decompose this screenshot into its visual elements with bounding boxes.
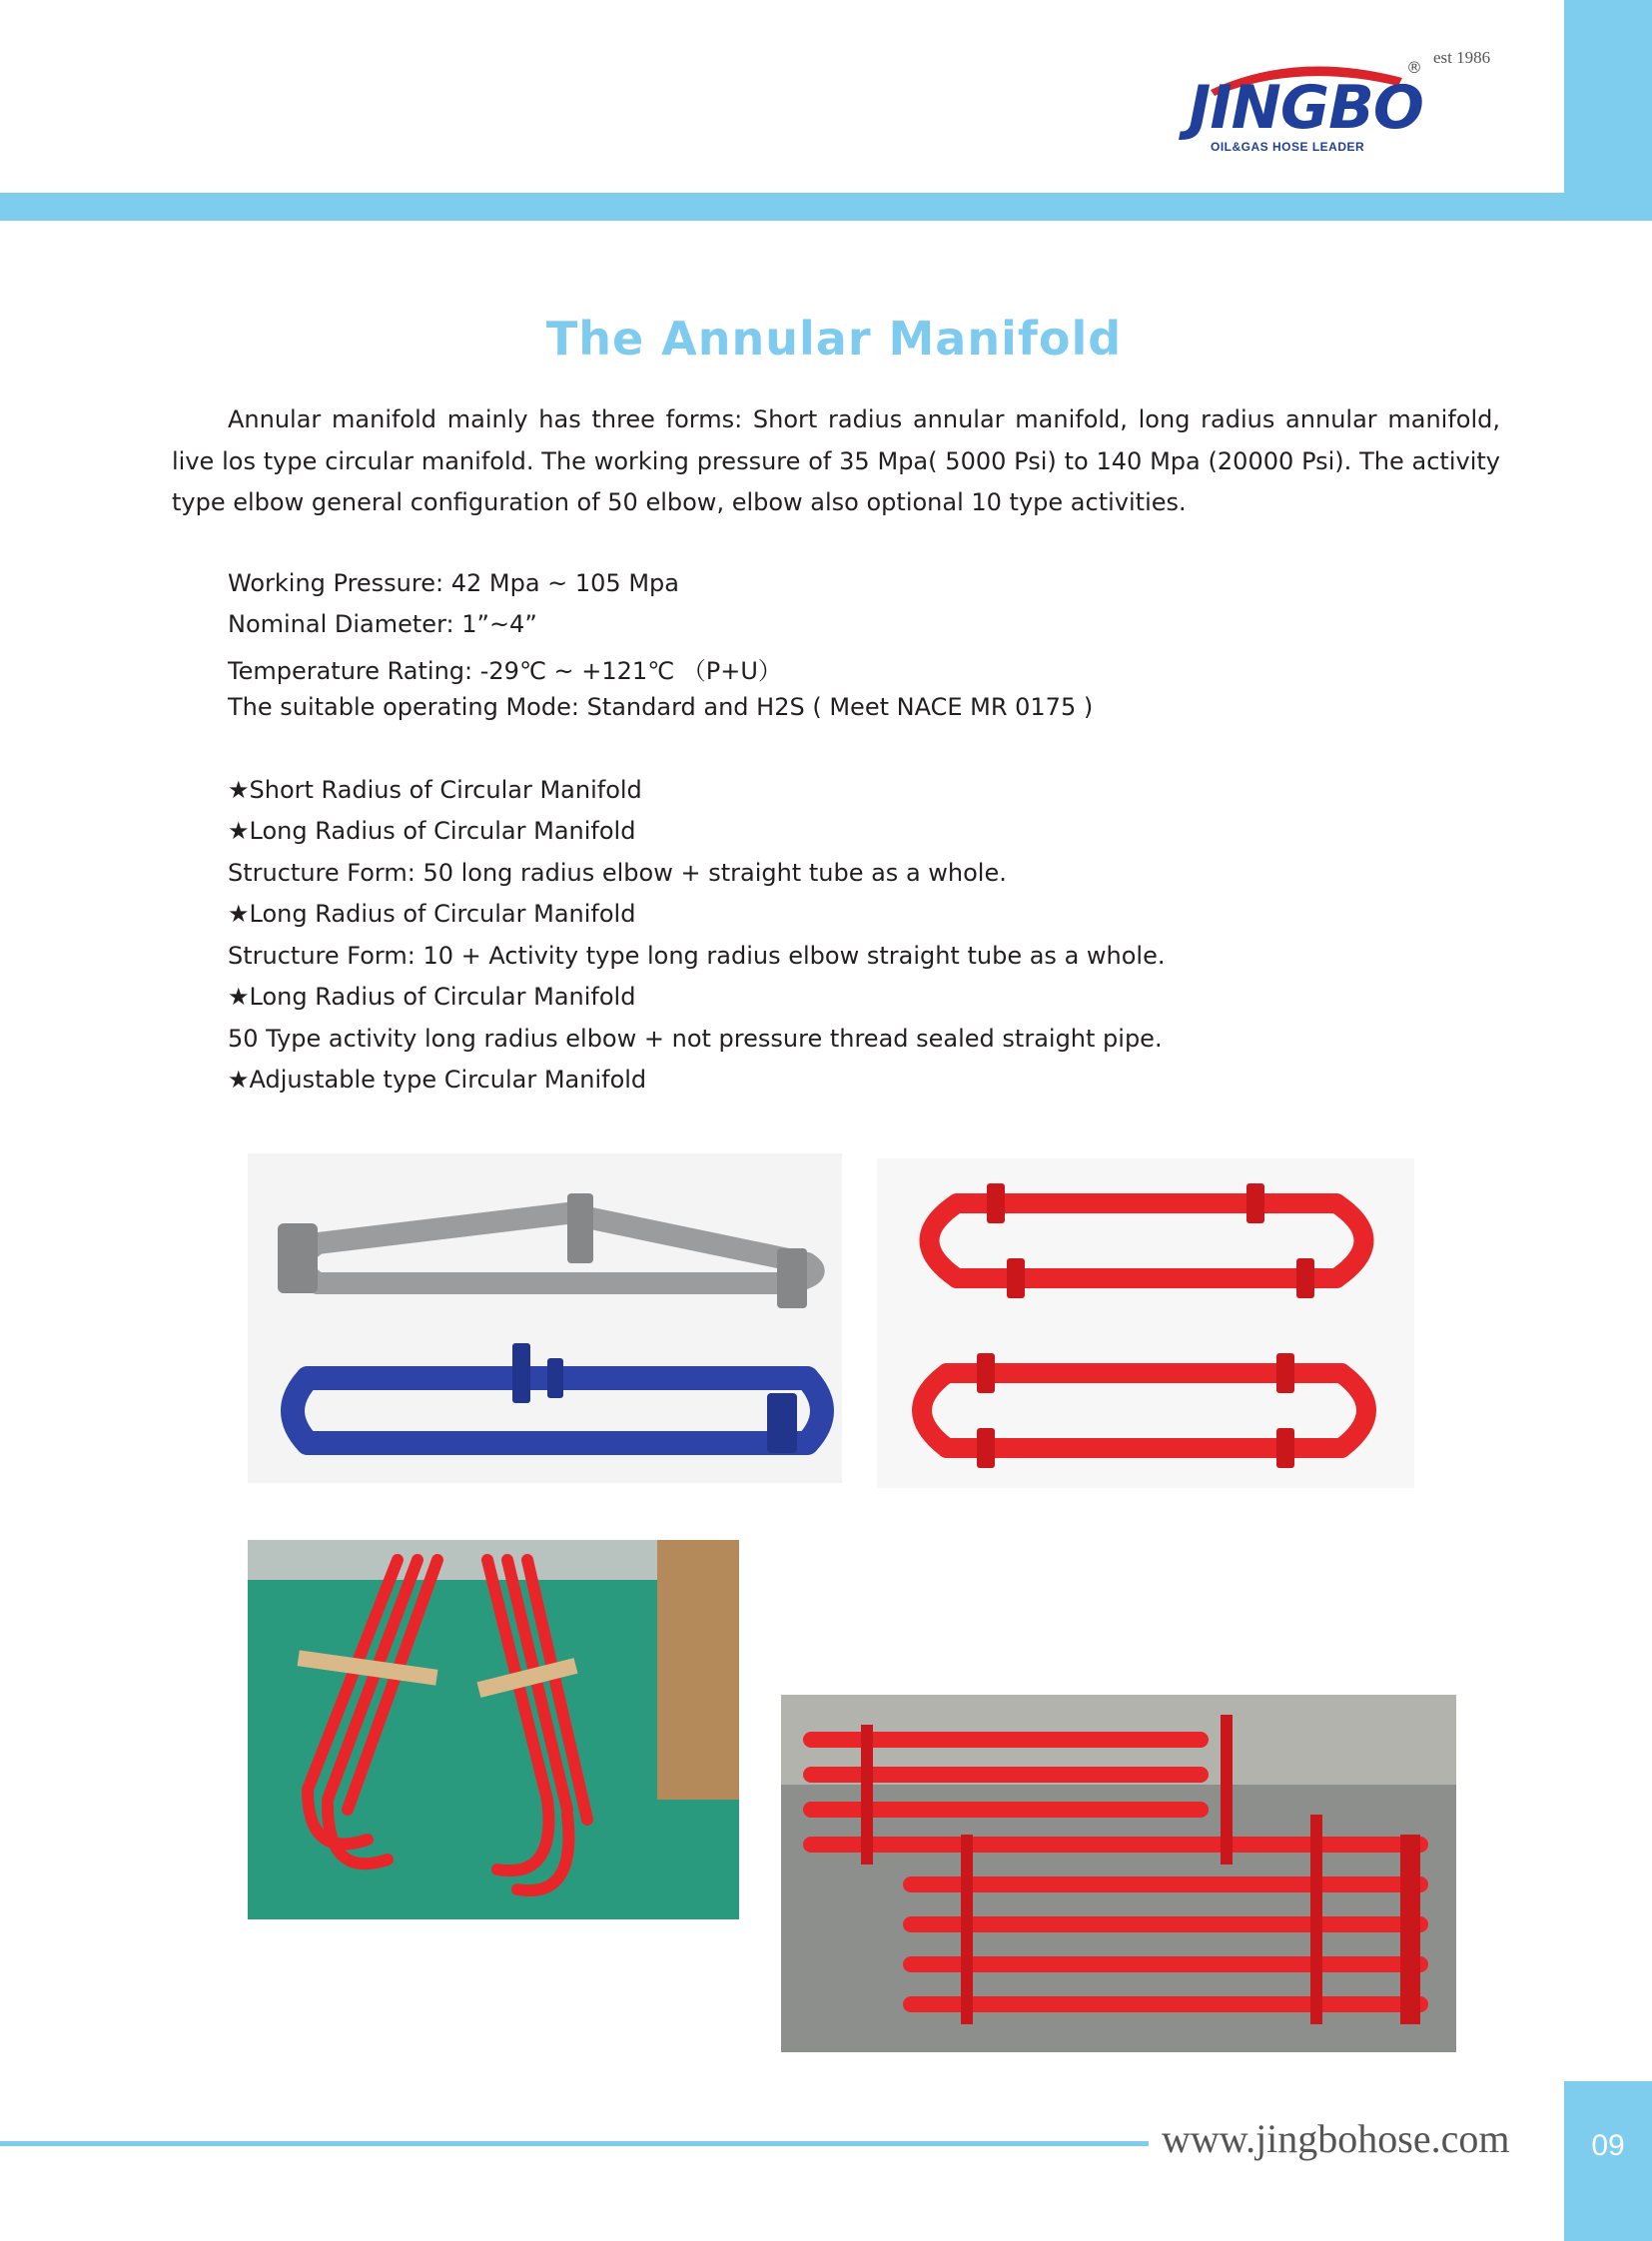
footer-line <box>0 2141 1149 2146</box>
grey-manifold <box>303 1213 814 1283</box>
spec-nominal-diameter: Nominal Diameter: 1”~4” <box>228 610 537 638</box>
registered-mark: ® <box>1406 58 1422 77</box>
page-number: 09 <box>1591 2129 1625 2162</box>
page-title: The Annular Manifold <box>545 312 1123 366</box>
feature-item: 50 Type activity long radius elbow + not pressure thread sealed straight pipe. <box>228 1025 1163 1053</box>
photo-warehouse-bundles <box>248 1540 739 1919</box>
spec-working-pressure: Working Pressure: 42 Mpa ~ 105 Mpa <box>228 569 679 597</box>
spec-operating-mode: The suitable operating Mode: Standard and H2S ( Meet NACE MR 0175 ) <box>228 693 1094 721</box>
header-bar <box>0 193 1652 221</box>
logo-tagline: OIL&GAS HOSE LEADER <box>1211 140 1365 154</box>
header-corner-stripe <box>1564 0 1652 193</box>
feature-item: ★Long Radius of Circular Manifold <box>228 983 636 1011</box>
footer-url[interactable]: www.jingbohose.com <box>1162 2116 1510 2161</box>
photo-stacked-manifolds <box>781 1695 1456 2052</box>
photo-grey-blue-manifolds <box>248 1153 842 1483</box>
jingbo-logo <box>1189 48 1518 168</box>
feature-item: Structure Form: 50 long radius elbow + straight tube as a whole. <box>228 859 1007 887</box>
logo-wordmark: JINGBO <box>1189 73 1423 143</box>
feature-item: ★Long Radius of Circular Manifold <box>228 817 636 845</box>
feature-item: Structure Form: 10 + Activity type long radius elbow straight tube as a whole. <box>228 942 1166 970</box>
intro-paragraph: Annular manifold mainly has three forms: Short radius annular manifold, long radius annular manifold, live los type circular manifold. The working pressure of 35 Mpa( 5000 Psi) to 140 Mpa (20000 Psi). The activity type elbow general configuration of 50 elbow, elbow also optional 10 type activities. <box>172 405 1500 516</box>
feature-item: ★Adjustable type Circular Manifold <box>228 1066 647 1094</box>
logo-est: est 1986 <box>1433 48 1491 67</box>
photo-red-manifolds <box>877 1158 1414 1488</box>
feature-item: ★Short Radius of Circular Manifold <box>228 776 642 804</box>
spec-temperature-rating: Temperature Rating: -29℃ ~ +121℃ （P+U） <box>228 657 782 685</box>
feature-item: ★Long Radius of Circular Manifold <box>228 900 636 928</box>
